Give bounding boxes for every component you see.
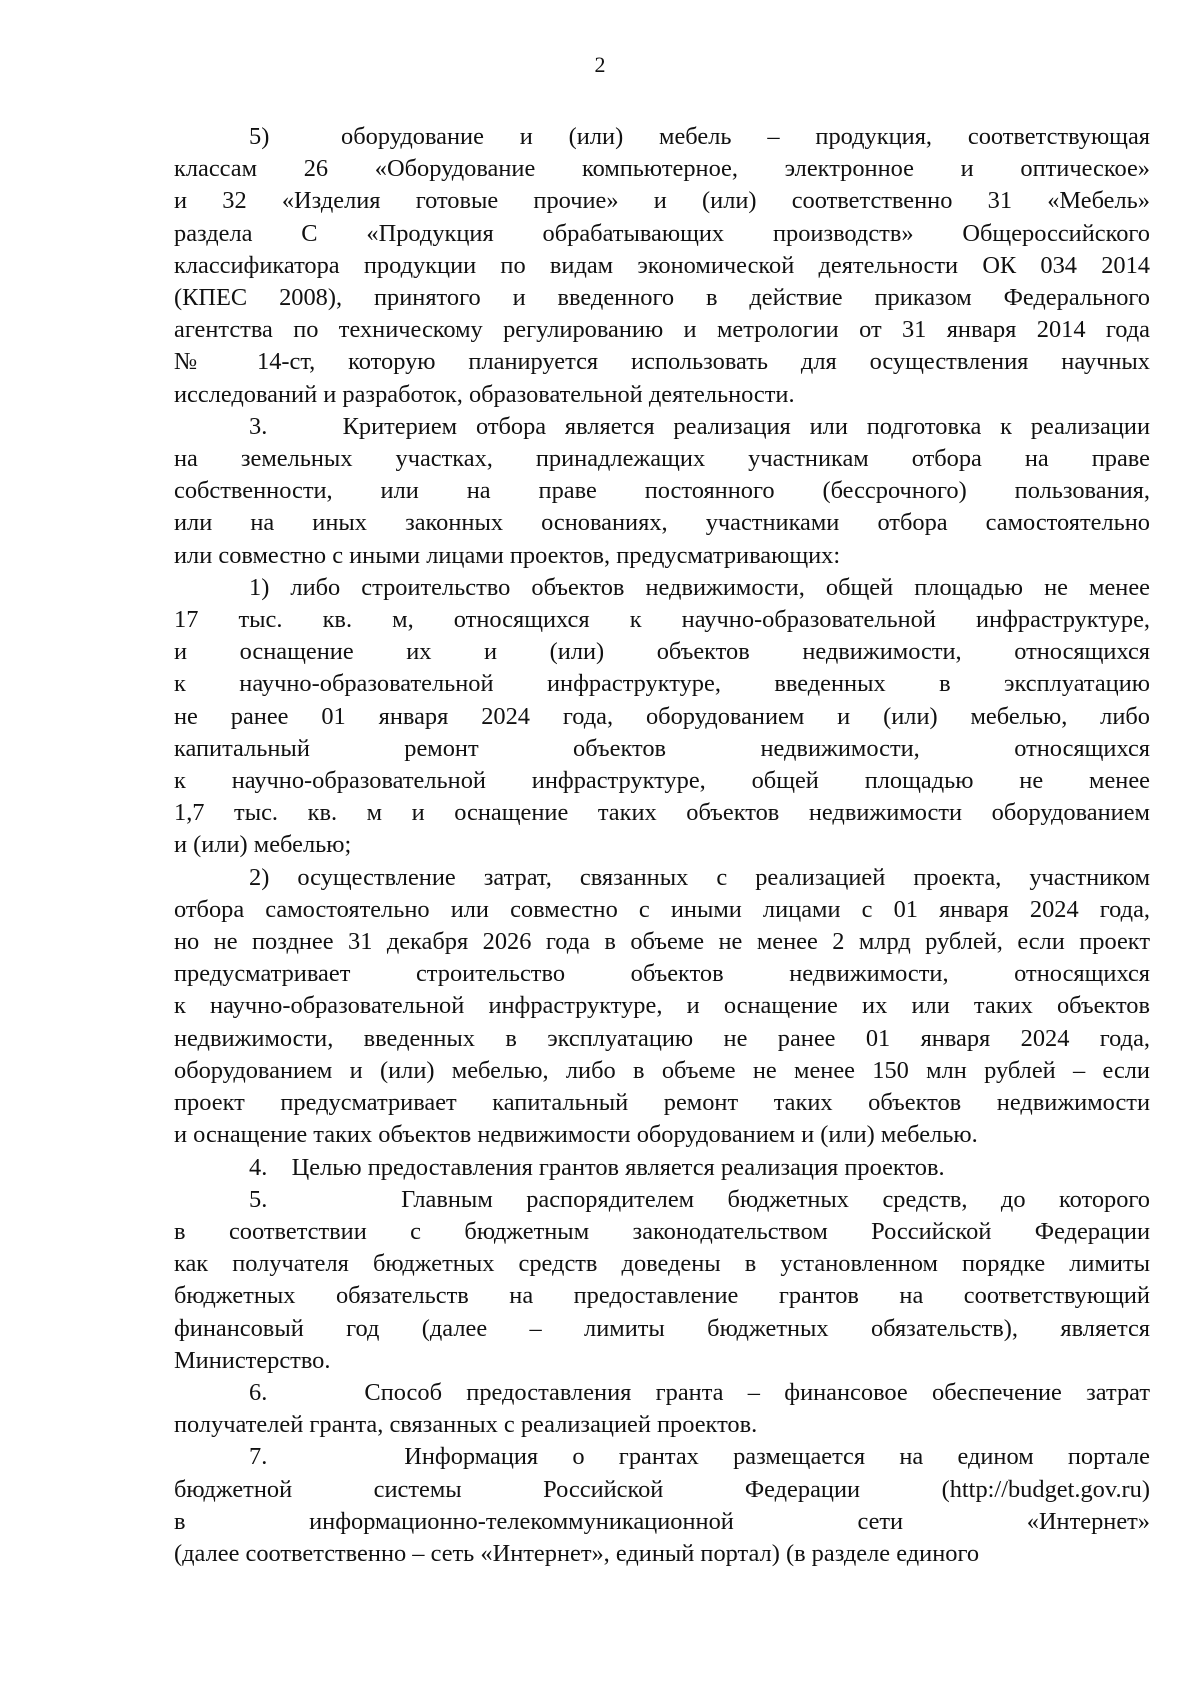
paragraph	[174, 121, 1150, 411]
text-line: финансовый год (далее – лимиты бюджетных обязательств), является	[174, 1314, 1150, 1342]
text-line: в соответствии с бюджетным законодательством Российской Федерации	[174, 1217, 1150, 1245]
text-line: 5. Главным распорядителем бюджетных средств, до которого	[249, 1185, 1150, 1213]
text-line: 5) оборудование и (или) мебель – продукция, соответствующая	[249, 123, 1150, 150]
text-line: Министерство.	[174, 1346, 331, 1374]
paragraph	[174, 1441, 1150, 1570]
text-line: недвижимости, введенных в эксплуатацию не ранее 01 января 2024 года,	[174, 1024, 1150, 1052]
text-line: получателей гранта, связанных с реализацией проектов.	[174, 1411, 758, 1439]
text-line: предусматривает строительство объектов недвижимости, относящихся	[174, 960, 1150, 988]
text-line: 7. Информация о грантах размещается на едином портале	[249, 1443, 1150, 1471]
text-line: капитальный ремонт объектов недвижимости, относящихся	[174, 734, 1150, 762]
text-line: и оснащение таких объектов недвижимости оборудованием и (или) мебелью.	[174, 1121, 978, 1149]
paragraph	[174, 572, 1150, 862]
text-line: № 14-ст, которую планируется использовать для осуществления научных	[174, 348, 1150, 376]
text-line: 17 тыс. кв. м, относящихся к научно-образовательной инфраструктуре,	[174, 606, 1150, 634]
text-line: (КПЕС 2008), принятого и введенного в действие приказом Федерального	[174, 284, 1150, 312]
text-line: или на иных законных основаниях, участниками отбора самостоятельно	[174, 509, 1150, 537]
text-line: отбора самостоятельно или совместно с иными лицами с 01 января 2024 года,	[174, 895, 1150, 923]
text-line: собственности, или на праве постоянного (бессрочного) пользования,	[174, 477, 1150, 505]
text-line: исследований и разработок, образовательной деятельности.	[174, 380, 795, 408]
text-line: или совместно с иными лицами проектов, предусматривающих:	[174, 541, 841, 569]
text-line: бюджетной системы Российской Федерации (http://budget.gov.ru)	[174, 1475, 1150, 1503]
text-line: бюджетных обязательств на предоставление грантов на соответствующий	[174, 1282, 1150, 1310]
text-line: раздела С «Продукция обрабатывающих производств» Общероссийского	[174, 219, 1150, 247]
text-line: и (или) мебелью;	[174, 831, 352, 859]
text-line: в информационно-телекоммуникационной сети «Интернет»	[174, 1507, 1150, 1535]
paragraph	[174, 411, 1150, 572]
text-line: 3. Критерием отбора является реализация или подготовка к реализации	[249, 412, 1150, 440]
text-line: 1,7 тыс. кв. м и оснащение таких объектов недвижимости оборудованием	[174, 799, 1150, 827]
text-line: классификатора продукции по видам экономической деятельности ОК 034 2014	[174, 251, 1150, 279]
text-line: 2) осуществление затрат, связанных с реализацией проекта, участником	[249, 863, 1150, 891]
text-line: 4. Целью предоставления грантов является реализация проектов.	[249, 1153, 945, 1181]
paragraph	[174, 1377, 1150, 1441]
text-line: не ранее 01 января 2024 года, оборудованием и (или) мебелью, либо	[174, 702, 1150, 730]
text-line: и 32 «Изделия готовые прочие» и (или) соответственно 31 «Мебель»	[174, 187, 1150, 215]
text-line: к научно-образовательной инфраструктуре, и оснащение их или таких объектов	[174, 992, 1150, 1020]
paragraph	[174, 862, 1150, 1152]
text-line: 1) либо строительство объектов недвижимости, общей площадью не менее	[249, 573, 1150, 601]
text-line: (далее соответственно – сеть «Интернет», единый портал) (в разделе единого	[174, 1539, 980, 1567]
text-line: проект предусматривает капитальный ремонт таких объектов недвижимости	[174, 1089, 1150, 1117]
text-line: оборудованием и (или) мебелью, либо в объеме не менее 150 млн рублей – если	[174, 1056, 1150, 1084]
text-line: агентства по техническому регулированию и метрологии от 31 января 2014 года	[174, 316, 1150, 344]
text-line: но не позднее 31 декабря 2026 года в объеме не менее 2 млрд рублей, если проект	[174, 928, 1150, 956]
text-line: и оснащение их и (или) объектов недвижимости, относящихся	[174, 638, 1150, 666]
paragraph	[174, 1152, 1150, 1184]
page-number: 2	[594, 52, 606, 77]
text-line: классам 26 «Оборудование компьютерное, электронное и оптическое»	[174, 155, 1150, 183]
text-line: к научно-образовательной инфраструктуре, общей площадью не менее	[174, 767, 1150, 795]
text-line: на земельных участках, принадлежащих участникам отбора на праве	[174, 445, 1150, 473]
text-line: как получателя бюджетных средств доведены в установленном порядке лимиты	[174, 1250, 1150, 1278]
text-line: к научно-образовательной инфраструктуре, введенных в эксплуатацию	[174, 670, 1150, 698]
paragraph	[174, 1184, 1150, 1377]
document-body	[174, 121, 1150, 1570]
text-line: 6. Способ предоставления гранта – финансовое обеспечение затрат	[249, 1378, 1150, 1406]
